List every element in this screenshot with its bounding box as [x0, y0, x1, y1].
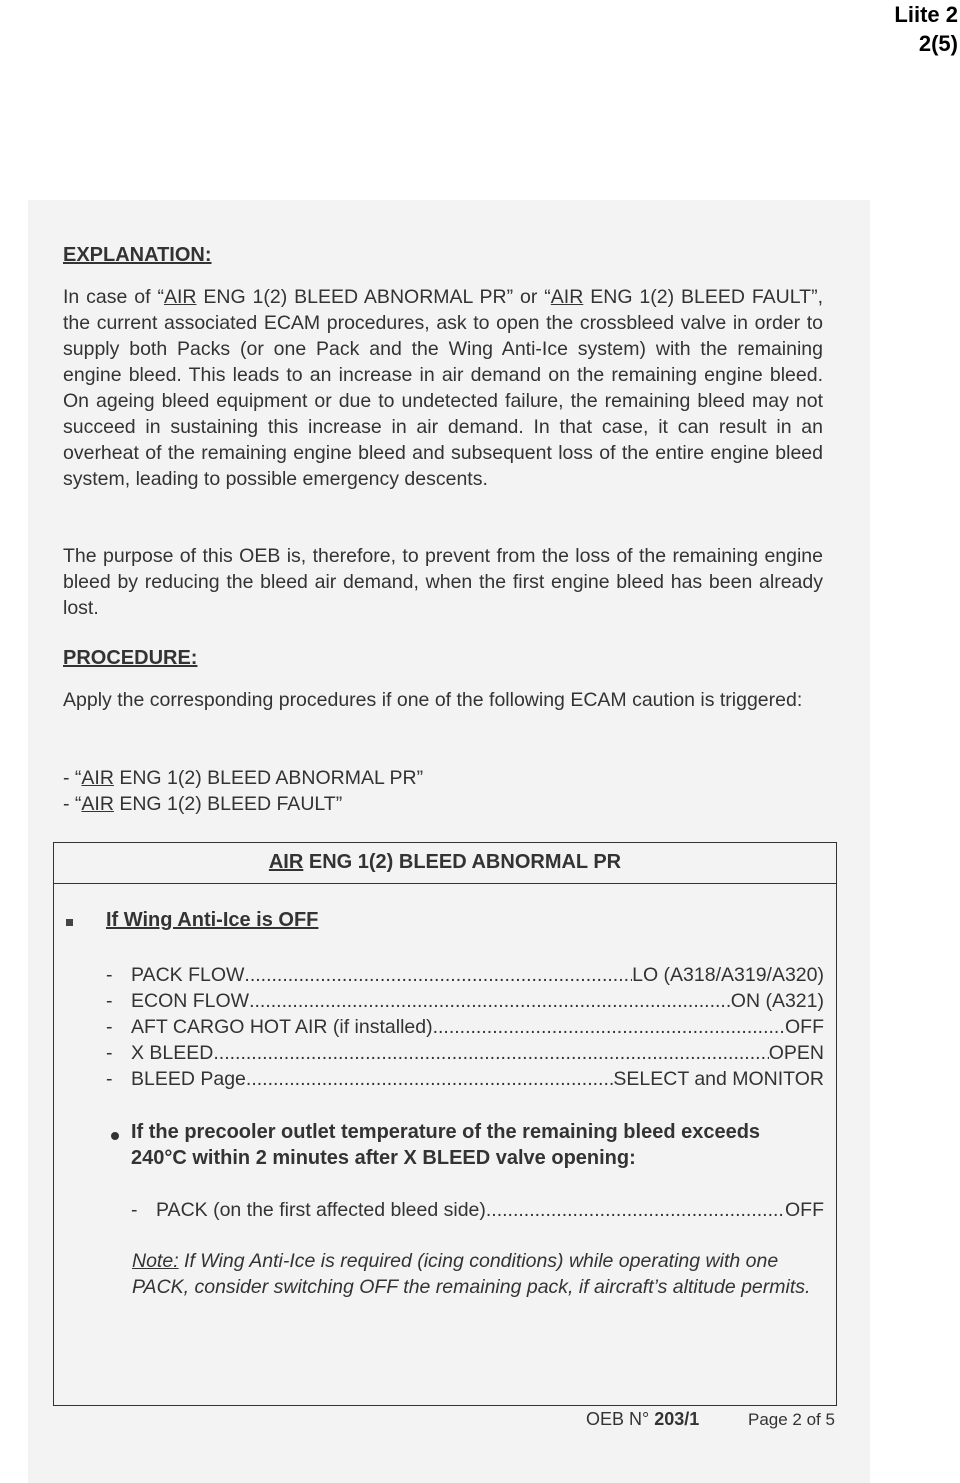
dot-leader: [213, 1040, 768, 1066]
text-run: In case of “: [63, 286, 164, 308]
text-run: - “: [63, 767, 82, 789]
dot-leader: [246, 1066, 613, 1092]
dot-leader: [433, 1014, 785, 1040]
procedure-substep: [131, 1197, 824, 1223]
text-run: ENG 1(2) BLEED ABNORMAL PR: [303, 851, 622, 873]
procedure-step: [106, 1066, 824, 1092]
step-dash: -: [106, 1068, 113, 1090]
explanation-heading: EXPLANATION:: [63, 244, 212, 266]
text-run: AIR: [163, 286, 197, 308]
step-dash: -: [106, 964, 113, 986]
step-label: ECON FLOW: [131, 990, 250, 1012]
procedure-box-title: [269, 851, 621, 874]
step-value: ON (A321): [730, 990, 824, 1012]
text-run: AIR: [81, 767, 114, 789]
procedure-step: [106, 1014, 824, 1040]
text-run: ENG 1(2) BLEED ABNORMAL PR” or “: [196, 286, 551, 308]
oeb-number: 203/1: [654, 1409, 700, 1429]
text-run: OEB N°: [586, 1409, 655, 1429]
text-run: AIR: [81, 793, 114, 815]
oeb-reference: [586, 1409, 699, 1430]
text-run: AIR: [268, 851, 304, 873]
step-dash: -: [106, 1042, 113, 1064]
procedure-step: [106, 1040, 824, 1066]
step-value: OFF: [785, 1199, 824, 1221]
page-corner-label: [894, 0, 958, 58]
text-run: AIR: [550, 286, 584, 308]
explanation-paragraph-2: The purpose of this OEB is, therefore, to prevent from the loss of the remaining engine bleed by reducing the bleed air demand, when the first engine bleed has been already lost.: [63, 545, 823, 619]
text-run: ENG 1(2) BLEED FAULT”, the current associated ECAM procedures, ask to open the crossbleed valve in order to supply both Packs (or one Pack and the Wing Anti-Ice system) with the remaining engine bleed. This leads to an increase in air demand on the remaining engine bleed. On ageing bleed equipment or due to undetected failure, the remaining bleed may not succeed in sustaining this increase in air demand. In that case, it can result in an overheat of the remaining engine bleed and subsequent loss of the entire engine bleed system, leading to possible emergency descents.: [63, 286, 823, 490]
step-label: PACK FLOW: [131, 964, 245, 986]
step-value: OPEN: [768, 1042, 824, 1064]
caution-item: [63, 791, 823, 817]
text-run: - “: [63, 793, 82, 815]
text-run: ENG 1(2) BLEED FAULT”: [113, 793, 343, 815]
step-value: SELECT and MONITOR: [613, 1068, 824, 1090]
page-counter: 2(5): [918, 31, 958, 56]
note: [132, 1248, 812, 1300]
dot-leader: [244, 962, 632, 988]
annex-label: Liite 2: [894, 2, 958, 27]
step-value: OFF: [785, 1016, 824, 1038]
round-bullet-icon: [111, 1132, 119, 1140]
dot-leader: [486, 1197, 785, 1223]
step-label: BLEED Page: [131, 1068, 246, 1090]
procedure-heading: PROCEDURE:: [63, 647, 198, 669]
step-label: X BLEED: [131, 1042, 214, 1064]
step-label: PACK (on the first affected bleed side): [156, 1199, 486, 1221]
step-dash: -: [131, 1199, 138, 1221]
subcondition-heading: If the precooler outlet temperature of the remaining bleed exceeds 240°C within 2 minutes after X BLEED valve opening:: [131, 1121, 761, 1169]
caution-item: [63, 765, 823, 791]
condition-heading: If Wing Anti-Ice is OFF: [106, 909, 319, 931]
procedure-step: [106, 962, 824, 988]
note-label: Note:: [132, 1250, 179, 1272]
procedure-intro: Apply the corresponding procedures if one of the following ECAM caution is triggered:: [63, 689, 803, 711]
square-bullet-icon: [66, 919, 73, 926]
procedure-step: [106, 988, 824, 1014]
text-run: ENG 1(2) BLEED ABNORMAL PR”: [113, 767, 424, 789]
page-number: Page 2 of 5: [748, 1410, 835, 1429]
step-dash: -: [106, 1016, 113, 1038]
dot-leader: [249, 988, 731, 1014]
procedure-box-header: [54, 843, 836, 884]
note-text: If Wing Anti-Ice is required (icing conditions) while operating with one PACK, consider switching OFF the remaining pack, if aircraft’s altitude permits.: [132, 1250, 811, 1298]
step-dash: -: [106, 990, 113, 1012]
step-label: AFT CARGO HOT AIR (if installed): [131, 1016, 433, 1038]
step-value: LO (A318/A319/A320): [632, 964, 824, 986]
explanation-paragraph-1: [63, 284, 823, 492]
